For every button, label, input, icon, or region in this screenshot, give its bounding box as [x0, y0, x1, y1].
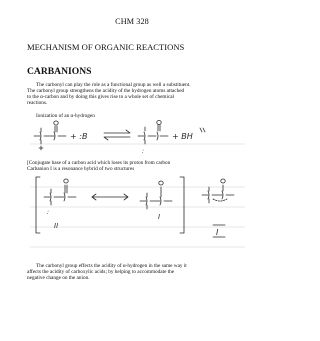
paragraph-carbonyl-acidity: [27, 263, 245, 281]
paragraph-line: The carbonyl can play the role as a functional group as well a substituent.: [36, 82, 191, 88]
paragraph-line: negative change on the anion.: [27, 275, 90, 282]
paragraph-carbonyl-intro: [27, 82, 245, 106]
paragraph-line: affects the acidity of carboxylic acids; by helping to accommodate the: [27, 269, 175, 276]
product-base-text: + BH: [172, 132, 193, 141]
plus-base-text: + :B: [70, 132, 88, 141]
section-heading: CARBANIONS: [27, 66, 92, 77]
caption-ionization: Ionization of an α-hydrogen: [36, 113, 95, 119]
label-I-bottom: I: [216, 228, 219, 237]
label-II: II: [54, 222, 59, 230]
handwritten-resonance-structures: [30, 173, 245, 255]
paragraph-line: [Conjugate base of a carbon acid which loses its proton from carbon: [27, 160, 171, 166]
paragraph-line: to the α-carbon and by doing this gives rise to a whole set of chemical: [27, 94, 175, 101]
paragraph-line: Carbanion I is a resonance hybrid of two structures: [27, 166, 135, 173]
paragraph-line: The carbonyl group effects the acidity of α-hydrogen in the same way it: [36, 263, 187, 269]
handwritten-ionization-equation: [30, 118, 245, 158]
paragraph-line: reactions.: [27, 100, 48, 107]
svg-text::: :: [47, 209, 50, 216]
label-I-top: I: [158, 213, 161, 221]
paragraph-carbanion: [27, 160, 247, 172]
paragraph-line: The carbonyl group strengthens the acidity of the hydrogen atoms attached: [27, 88, 185, 95]
page-title: MECHANISM OF ORGANIC REACTIONS: [27, 42, 185, 52]
svg-text::: :: [142, 148, 145, 155]
course-code: CHM 328: [115, 17, 149, 26]
